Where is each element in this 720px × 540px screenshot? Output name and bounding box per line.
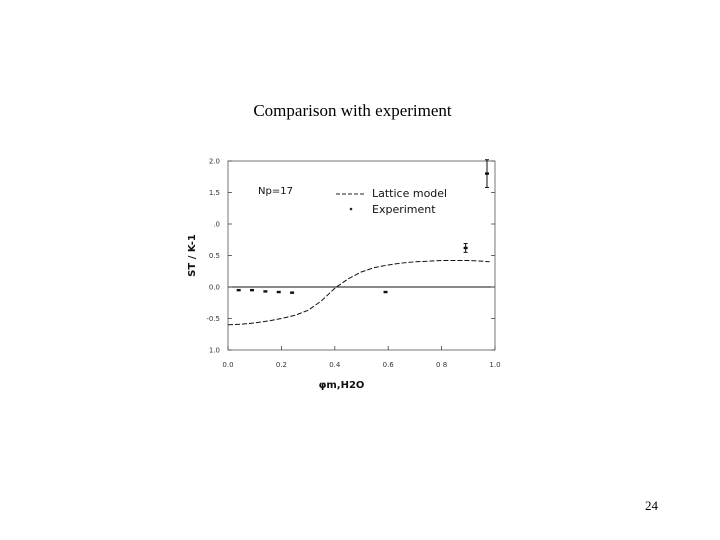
x-tick-label: 0 8: [436, 361, 448, 369]
y-tick-label: 1.0: [208, 346, 220, 355]
series-line-lattice-model: [228, 261, 490, 325]
x-axis-label: φm,H2O: [318, 380, 365, 391]
data-point-experiment: [250, 289, 254, 291]
x-tick-label: 0.6: [382, 361, 394, 369]
legend-label: Experiment: [372, 203, 436, 216]
data-point-experiment: [464, 247, 468, 249]
slide-title: Comparison with experiment: [253, 101, 452, 120]
chart-annotation: Np=17: [258, 186, 293, 197]
page-number: 24: [645, 498, 658, 513]
y-tick-label: 0.5: [208, 252, 220, 260]
data-point-experiment: [384, 291, 388, 293]
data-point-experiment: [290, 291, 294, 293]
data-point-experiment: [263, 290, 267, 292]
y-axis-label: ST / K-1: [187, 234, 198, 277]
y-tick-label: 1.5: [208, 189, 220, 197]
x-tick-label: 0.0: [222, 361, 234, 369]
data-point-experiment: [237, 289, 241, 291]
legend-marker-swatch: [350, 208, 353, 211]
y-tick-label: 2.0: [208, 157, 220, 166]
y-tick-label: 0.0: [208, 283, 220, 292]
y-tick-label: -0.5: [206, 315, 220, 323]
chart: [170, 150, 520, 400]
legend-label: Lattice model: [372, 187, 448, 200]
x-tick-label: 1.0: [489, 361, 501, 369]
data-point-experiment: [485, 172, 489, 174]
y-tick-label: .0: [213, 220, 220, 229]
x-tick-label: 0.4: [329, 361, 341, 369]
x-tick-label: 0.2: [275, 361, 287, 369]
data-point-experiment: [277, 291, 281, 293]
